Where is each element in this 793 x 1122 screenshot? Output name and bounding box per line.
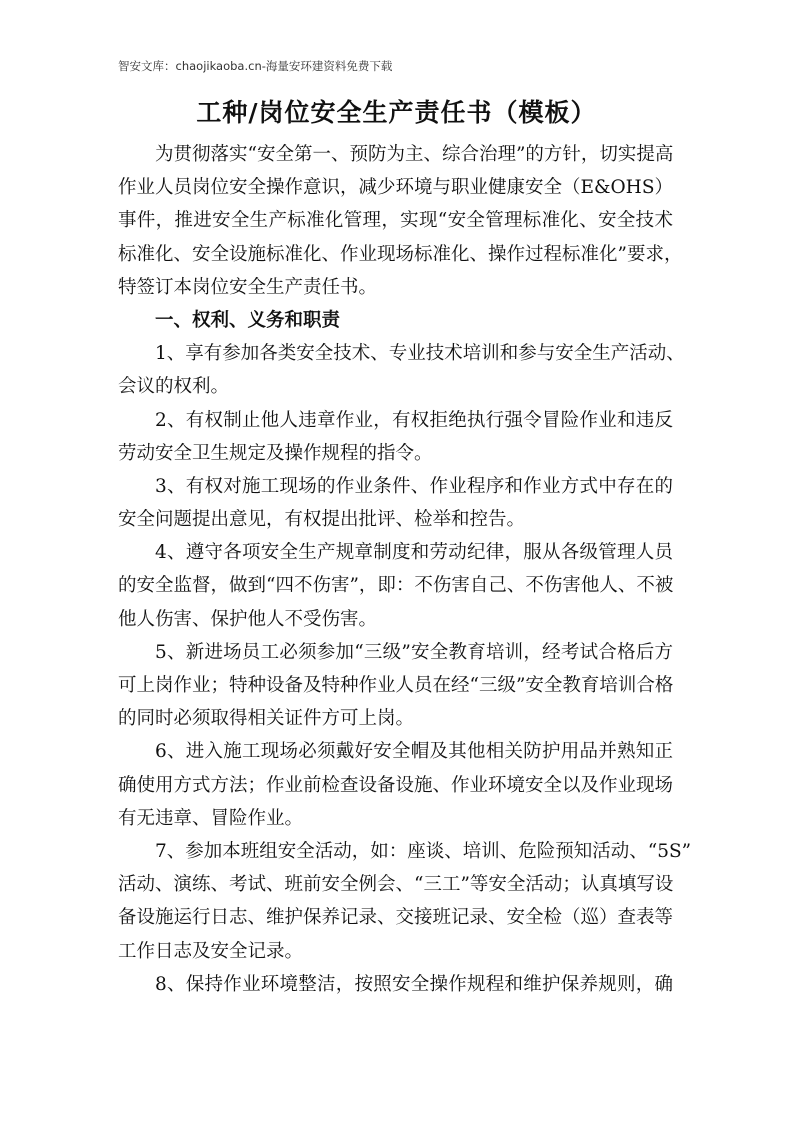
list-item-line: 2、有权制止他人违章作业，有权拒绝执行强令冒险作业和违反: [155, 409, 673, 431]
list-item-line: 会议的权利。: [118, 376, 230, 398]
list-item-line: 他人伤害、保护他人不受伤害。: [118, 608, 378, 630]
header-watermark: 智安文库：chaojikaoba.cn-海量安环建资料免费下载: [118, 59, 393, 73]
list-item-line: 备设施运行日志、维护保养记录、交接班记录、安全检（巡）查表等: [118, 907, 674, 929]
list-item-line: 8、保持作业环境整洁，按照安全操作规程和维护保养规则，确: [155, 973, 673, 995]
list-item-line: 5、新进场员工必须参加“三级”安全教育培训，经考试合格后方: [155, 641, 673, 663]
list-item-line: 确使用方式方法；作业前检查设备设施、作业环境安全以及作业现场: [118, 774, 674, 796]
list-item-line: 安全问题提出意见，有权提出批评、检举和控告。: [118, 509, 526, 531]
section-heading: 一、权利、义务和职责: [155, 309, 341, 331]
list-item-line: 7、参加本班组安全活动，如：座谈、培训、危险预知活动、“5S”: [155, 840, 692, 862]
document-title: 工种/岗位安全生产责任书（模板）: [196, 98, 597, 127]
list-item-line: 的安全监督，做到“四不伤害”，即：不伤害自己、不伤害他人、不被: [118, 575, 674, 597]
list-item-line: 有无违章、冒险作业。: [118, 807, 304, 829]
list-item-line: 1、享有参加各类安全技术、专业技术培训和参与安全生产活动、: [155, 343, 685, 365]
list-item-line: 3、有权对施工现场的作业条件、作业程序和作业方式中存在的: [155, 475, 673, 497]
intro-paragraph-line: 为贯彻落实“安全第一、预防为主、综合治理”的方针，切实提高: [155, 144, 674, 165]
list-item-line: 劳动安全卫生规定及操作规程的指令。: [118, 442, 433, 464]
list-item-line: 6、进入施工现场必须戴好安全帽及其他相关防护用品并熟知正: [155, 741, 673, 763]
intro-paragraph-line: 事件，推进安全生产标准化管理，实现“安全管理标准化、安全技术: [118, 210, 673, 232]
list-item-line: 的同时必须取得相关证件方可上岗。: [118, 708, 415, 730]
list-item-line: 活动、演练、考试、班前安全例会、“三工”等安全活动；认真填写设: [118, 874, 674, 896]
list-item-line: 可上岗作业；特种设备及特种作业人员在经“三级”安全教育培训合格: [118, 675, 674, 696]
intro-paragraph-line: 作业人员岗位安全操作意识，减少环境与职业健康安全（E&OHS）: [118, 177, 673, 199]
intro-paragraph-line: 特签订本岗位安全生产责任书。: [118, 276, 378, 298]
intro-paragraph-line: 标准化、安全设施标准化、作业现场标准化、操作过程标准化”要求，: [118, 243, 683, 265]
list-item-line: 工作日志及安全记录。: [118, 940, 304, 962]
document-body: [118, 138, 692, 1001]
list-item-line: 4、遵守各项安全生产规章制度和劳动纪律，服从各级管理人员: [155, 542, 673, 564]
